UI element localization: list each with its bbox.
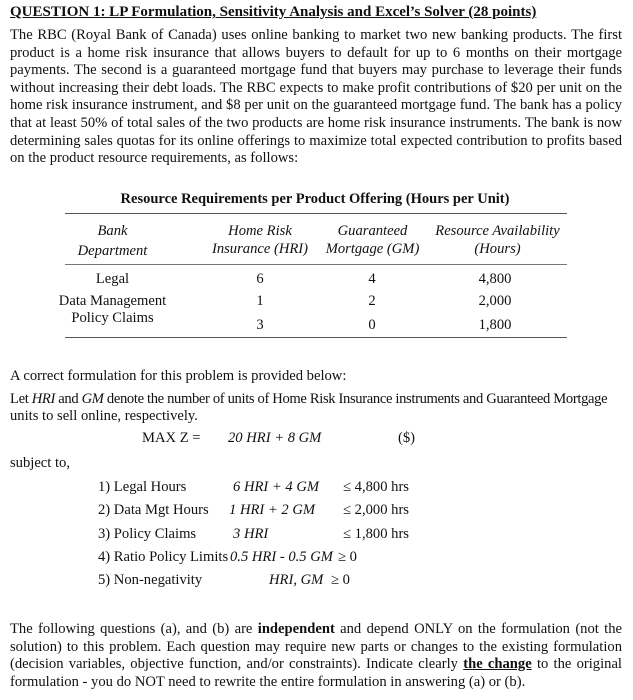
constraint-label: 4) Ratio Policy Limits — [98, 549, 229, 565]
constraint-expr: 0.5 HRI - 0.5 GM — [230, 549, 333, 565]
table-bottom-rule — [65, 337, 567, 338]
intro-line: that at least 50% of total sales of the two products are home risk insurance instruments. The bank is now — [10, 114, 622, 131]
text: The following questions (a), and (b) are — [10, 621, 258, 637]
header-availability — [425, 222, 570, 258]
constraint-rhs: ≥ 0 — [331, 572, 350, 588]
closing-paragraph — [10, 621, 622, 691]
table-title: Resource Requirements per Product Offering (Hours per Unit) — [120, 191, 510, 207]
intro-line: determining sales quotas for its online offerings to maximize total expected contribution to profits based — [10, 132, 622, 149]
constraint-label: 5) Non-negativity — [98, 572, 203, 588]
row-policy-avail: 1,800 — [478, 317, 512, 333]
closing-line — [10, 621, 622, 639]
text: denote the number of units of Home Risk Insurance instruments and Guaranteed Mortgage — [103, 391, 608, 407]
row-legal-avail: 4,800 — [478, 271, 512, 287]
header-line: Bank — [97, 223, 128, 239]
constraint-rhs: ≤ 4,800 hrs — [343, 479, 409, 495]
formulation-intro: A correct formulation for this problem is provided below: — [10, 368, 347, 384]
header-line: Guaranteed — [337, 223, 408, 239]
constraint-rhs: ≤ 2,000 hrs — [343, 502, 409, 518]
var-gm: GM — [81, 391, 104, 407]
constraint-rhs: ≤ 1,800 hrs — [343, 526, 409, 542]
row-legal-hri: 6 — [256, 271, 264, 287]
table-header-rule — [65, 264, 567, 265]
variable-definition — [10, 391, 607, 408]
emphasis-independent: independent — [257, 621, 335, 637]
header-hri — [200, 222, 320, 258]
header-bank-department — [60, 222, 165, 260]
intro-line: payments. The second is a guaranteed mortgage fund that buyers may purchase to leverage their funds — [10, 62, 622, 79]
constraint-label: 3) Policy Claims — [98, 526, 197, 542]
var-hri: HRI — [31, 391, 55, 407]
header-line: Resource Availability — [435, 223, 560, 239]
objective-label: MAX Z = — [142, 430, 201, 446]
header-line: Insurance (HRI) — [211, 241, 309, 257]
header-gm — [315, 222, 430, 258]
text: and depend ONLY on the formulation (not the — [334, 621, 623, 637]
constraint-label: 2) Data Mgt Hours — [98, 502, 209, 518]
intro-line: The RBC (Royal Bank of Canada) uses online banking to market two new banking products. The first — [10, 27, 622, 43]
header-line: Mortgage (GM) — [325, 241, 420, 257]
intro-line: on the product resource requirements, as follows: — [10, 150, 299, 167]
header-line: Department — [77, 243, 148, 259]
intro-line: product is a home risk insurance that allows buyers to default for up to 6 months on their mortgage — [10, 44, 622, 61]
constraint-rhs: ≥ 0 — [338, 549, 357, 565]
text: Let — [10, 391, 32, 407]
closing-line — [10, 656, 622, 674]
row-data-avail: 2,000 — [478, 293, 512, 309]
text: and — [54, 391, 82, 407]
question-title: QUESTION 1: LP Formulation, Sensitivity Analysis and Excel’s Solver (28 points) — [10, 4, 537, 20]
row-policy-hri: 3 — [256, 317, 264, 333]
header-line: Home Risk — [228, 223, 292, 239]
constraint-expr: 1 HRI + 2 GM — [229, 502, 316, 518]
objective-unit: ($) — [398, 430, 416, 446]
intro-line: home risk insurance instrument, and $8 per unit on the guaranteed mortgage fund. The bank has a policy — [10, 97, 622, 114]
closing-line: formulation - you do NOT need to rewrite the entire formulation in answering (a) or (b). — [10, 673, 526, 690]
row-data-dept: Data Management — [58, 293, 167, 309]
table-top-rule — [65, 213, 567, 214]
constraint-expr: HRI, GM — [269, 572, 324, 588]
row-legal-gm: 4 — [368, 271, 376, 287]
emphasis-the-change: the change — [463, 656, 532, 673]
constraint-label: 1) Legal Hours — [98, 479, 187, 495]
variable-definition-line2: units to sell online, respectively. — [10, 408, 198, 424]
constraint-expr: 6 HRI + 4 GM — [233, 479, 320, 495]
row-policy-dept: Policy Claims — [71, 310, 154, 326]
row-data-gm: 2 — [368, 293, 376, 309]
intro-line: without increasing their debt loads. The RBC expects to make profit contributions of $20 per unit on the — [10, 79, 622, 96]
constraint-expr: 3 HRI — [233, 526, 269, 542]
text: to the original — [531, 656, 622, 673]
row-legal-dept: Legal — [95, 271, 130, 287]
subject-to-label: subject to, — [10, 455, 70, 471]
row-data-hri: 1 — [256, 293, 264, 309]
row-policy-gm: 0 — [368, 317, 376, 333]
header-line: (Hours) — [474, 241, 521, 257]
text: (decision variables, objective function, and/or constraints). Indicate clearly — [10, 656, 464, 673]
objective-expression: 20 HRI + 8 GM — [228, 430, 322, 446]
closing-line: solution) to this problem. Each question may require new parts or changes to the existing formulation — [10, 638, 622, 655]
intro-paragraph — [10, 27, 622, 168]
